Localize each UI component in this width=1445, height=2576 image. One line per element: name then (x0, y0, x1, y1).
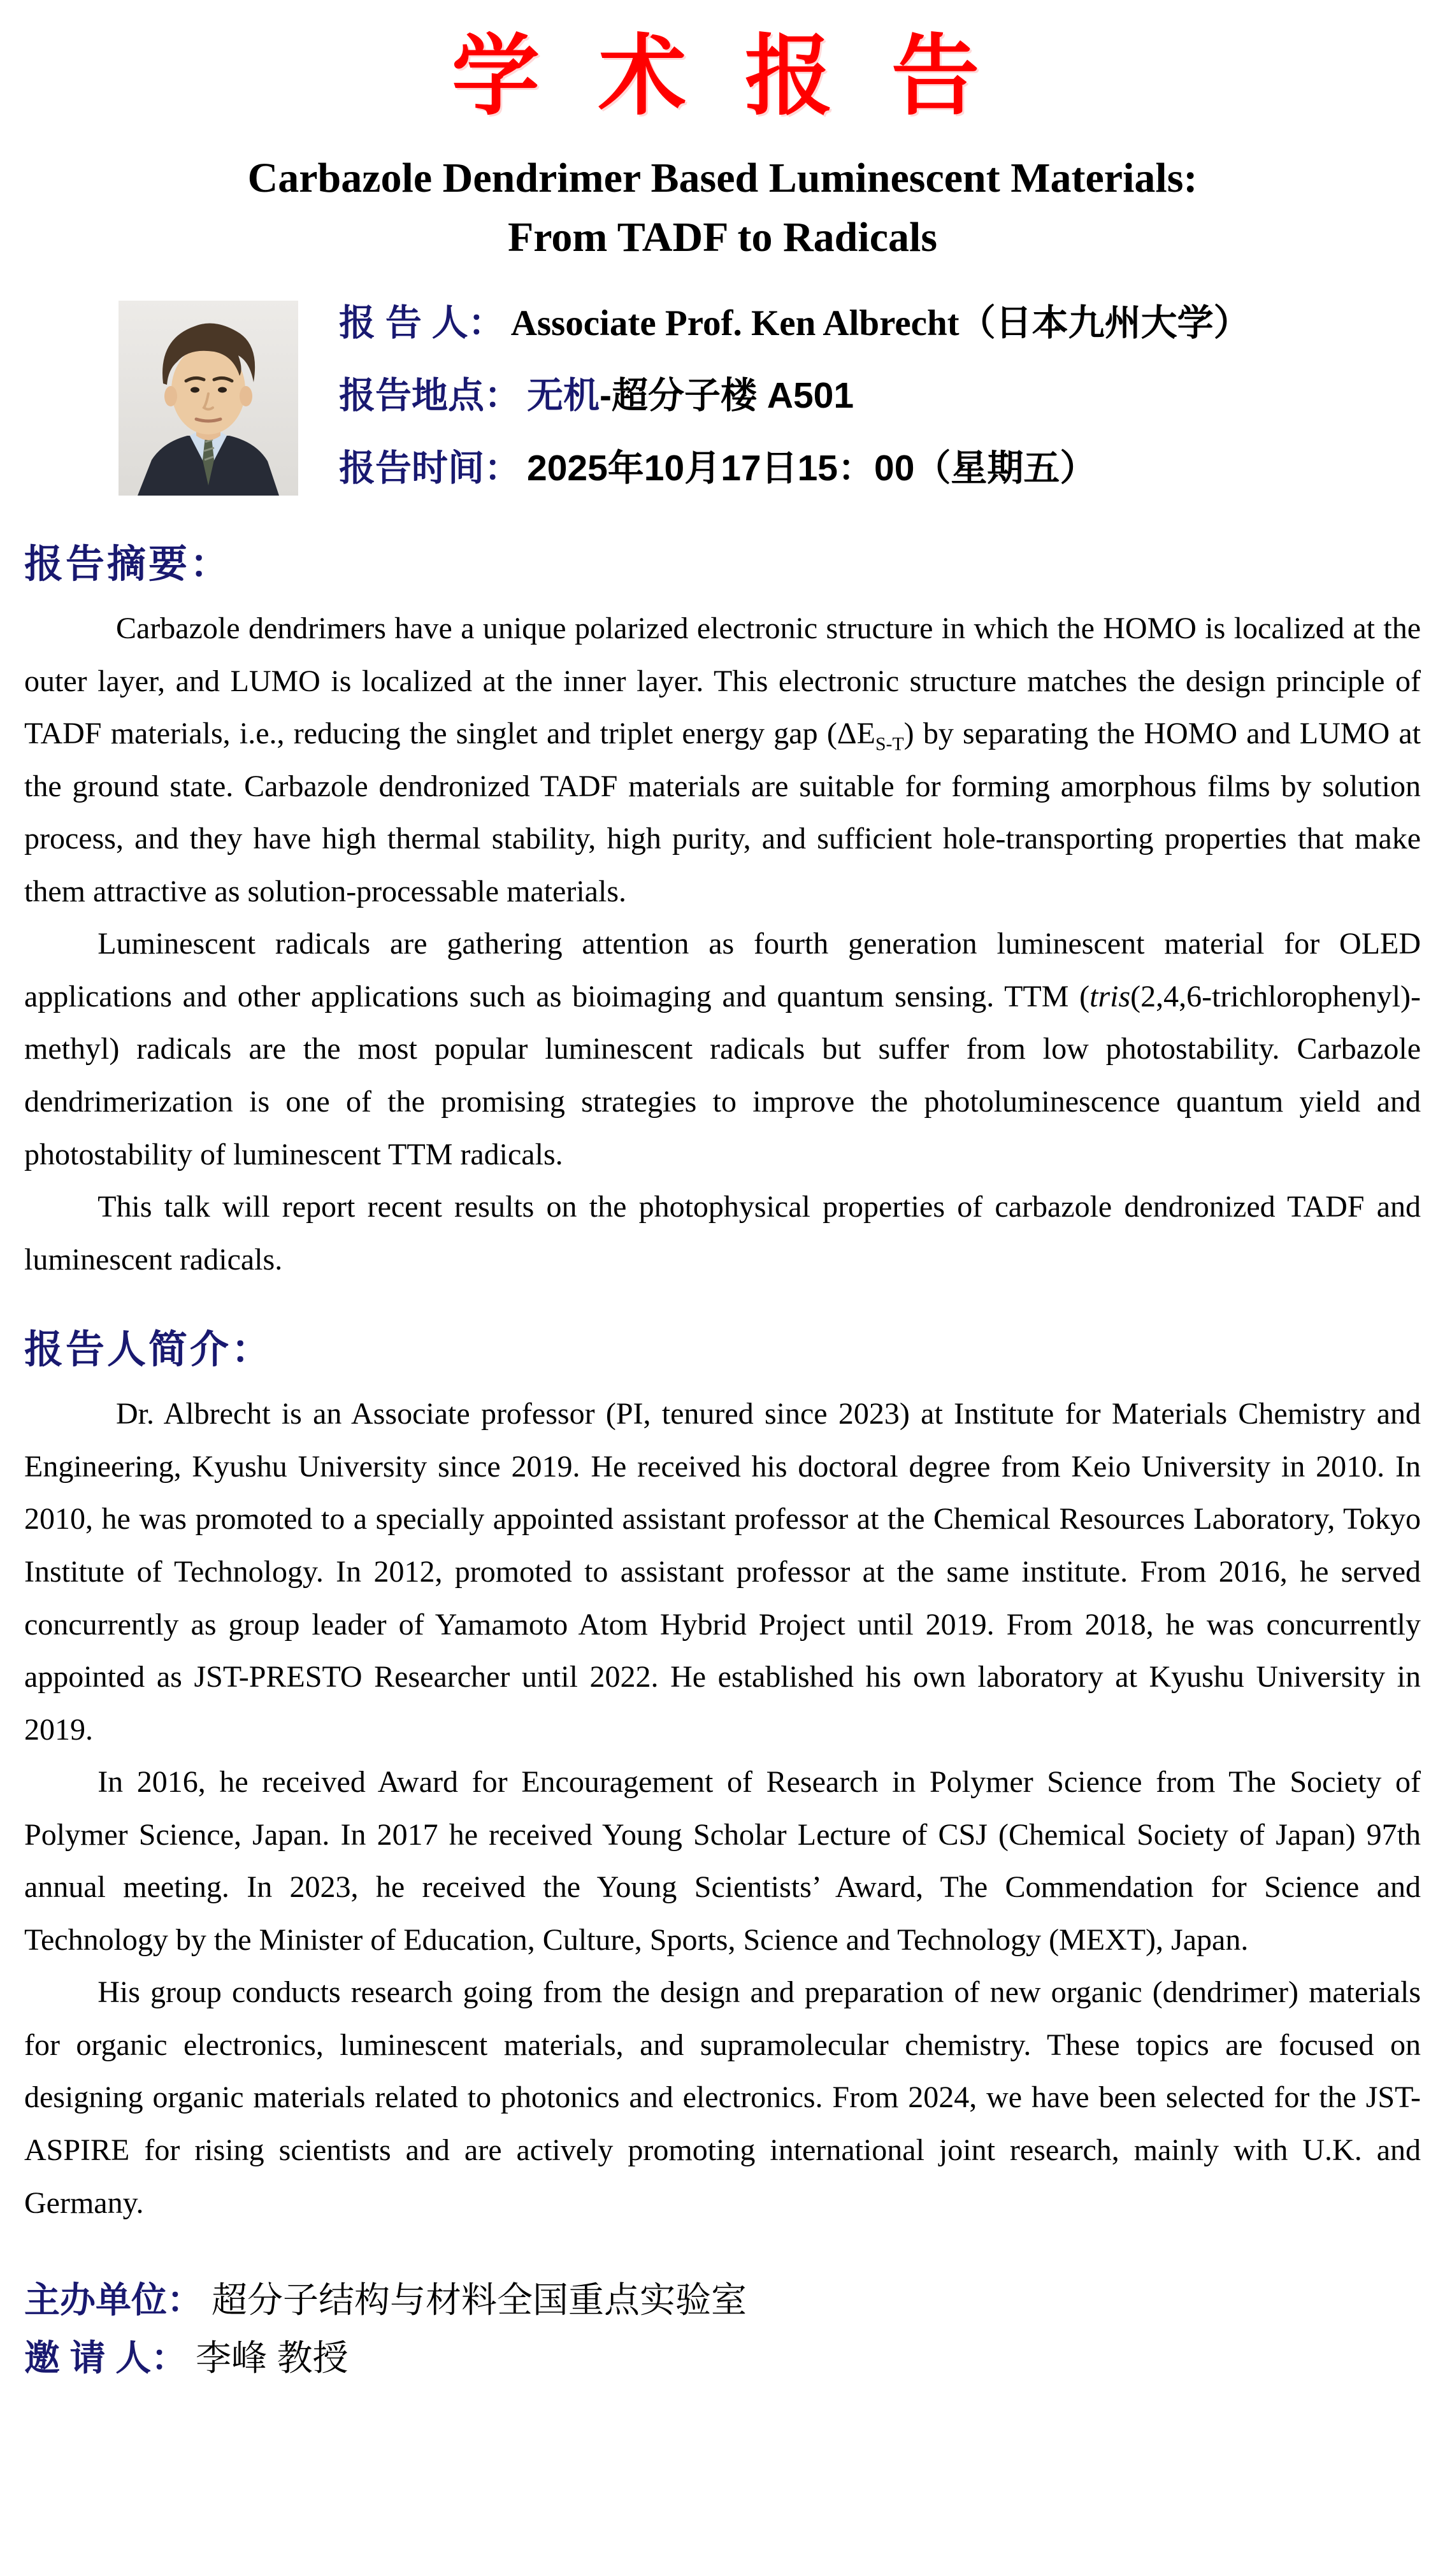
bio-heading: 报告人简介： (24, 1327, 273, 1371)
abstract-paragraph: This talk will report recent results on the photophysical properties of carbazole dendronized TADF and luminescent radicals. (24, 1190, 1421, 1277)
banner-title: 学 术 报 告 (451, 25, 994, 127)
bio-body (24, 1388, 1421, 2229)
speaker-label: 报 告 人： (339, 302, 505, 343)
speaker-info-section (119, 301, 1421, 496)
inviter-value: 李峰 教授 (196, 2337, 349, 2378)
organizer-line (24, 2272, 1421, 2329)
abstract-body (24, 603, 1421, 1286)
speaker-value: Associate Prof. Ken Albrecht（日本九州大学） (510, 303, 1250, 343)
time-label: 报告时间： (339, 448, 521, 489)
time-value: 2025年10月17日15：00（星期五） (527, 448, 1096, 489)
speaker-portrait-image (119, 301, 298, 496)
talk-title (24, 148, 1421, 268)
inviter-line (24, 2329, 1421, 2387)
speaker-photo (119, 301, 298, 496)
location-value-black: -超分子楼 A501 (600, 375, 854, 417)
speaker-line (339, 303, 1250, 344)
footer (24, 2272, 1421, 2387)
location-label: 报告地点： (339, 375, 521, 417)
bio-paragraph: His group conducts research going from the design and preparation of new organic (dendrimer) materials for organic electronics, luminescent materials, and supramolecular chemistry. These topics are focused on designing organic materials related to photonics and electronics. From 2024, we have been selected for the JST-ASPIRE for rising scientists and are actively promoting international joint research, mainly with U.K. and Germany. (24, 1975, 1421, 2220)
time-line (339, 448, 1250, 489)
bio-paragraph: Dr. Albrecht is an Associate professor (PI, tenured since 2023) at Institute for Materials Chemistry and Engineering, Kyushu University since 2019. He received his doctoral degree from Keio University in 2010. In 2010, he was promoted to a specially appointed assistant professor at the Chemical Resources Laboratory, Tokyo Institute of Technology. In 2012, promoted to assistant professor at the same institute. From 2016, he served concurrently as group leader of Yamamoto Atom Hybrid Project until 2019. From 2018, he was concurrently appointed as JST-PRESTO Researcher until 2022. He established his own laboratory at Kyushu University in 2019. (24, 1397, 1421, 1747)
abstract-paragraph: Luminescent radicals are gathering attention as fourth generation luminescent material for OLED applications and other applications such as bioimaging and quantum sensing. TTM (tris(2,4,6-trichlorophenyl)-methyl) radicals are the most popular luminescent radicals but suffer from low photostability. Carbazole dendrimerization is one of the promising strategies to improve the photoluminescence quantum yield and photostability of luminescent TTM radicals. (24, 927, 1421, 1171)
organizer-label: 主办单位： (24, 2280, 203, 2321)
bio-paragraph: In 2016, he received Award for Encouragement of Research in Polymer Science from The Society of Polymer Science, Japan. In 2017 he received Young Scholar Lecture of CSJ (Chemical Society of Japan) 97th annual meeting. In 2023, he received the Young Scientists’ Award, The Commendation for Science and Technology by the Minister of Education, Culture, Sports, Science and Technology (MEXT), Japan. (24, 1765, 1421, 1957)
abstract-heading: 报告摘要： (24, 541, 232, 585)
talk-title-line2: From TADF to Radicals (507, 214, 938, 261)
inviter-label: 邀 请 人： (24, 2337, 187, 2378)
abstract-paragraph: Carbazole dendrimers have a unique polarized electronic structure in which the HOMO is localized at the outer layer, and LUMO is localized at the inner layer. This electronic structure matches the design principle of TADF materials, i.e., reducing the singlet and triplet energy gap $(\Delta E_{S-T})$ by separating the HOMO and LUMO at the ground state. Carbazole dendronized TADF materials are suitable for forming amorphous films by solution process, and they have high thermal stability, high purity, and sufficient hole-transporting properties that make them attractive as solution-processable materials. (24, 612, 1421, 908)
speaker-info-lines (339, 301, 1250, 496)
bio-section (24, 1327, 1421, 2229)
organizer-value: 超分子结构与材料全国重点实验室 (212, 2280, 747, 2321)
location-value-navy: 无机 (527, 375, 600, 417)
talk-title-line1: Carbazole Dendrimer Based Luminescent Materials: (247, 154, 1198, 201)
location-line (339, 376, 1250, 417)
abstract-section (24, 541, 1421, 1286)
